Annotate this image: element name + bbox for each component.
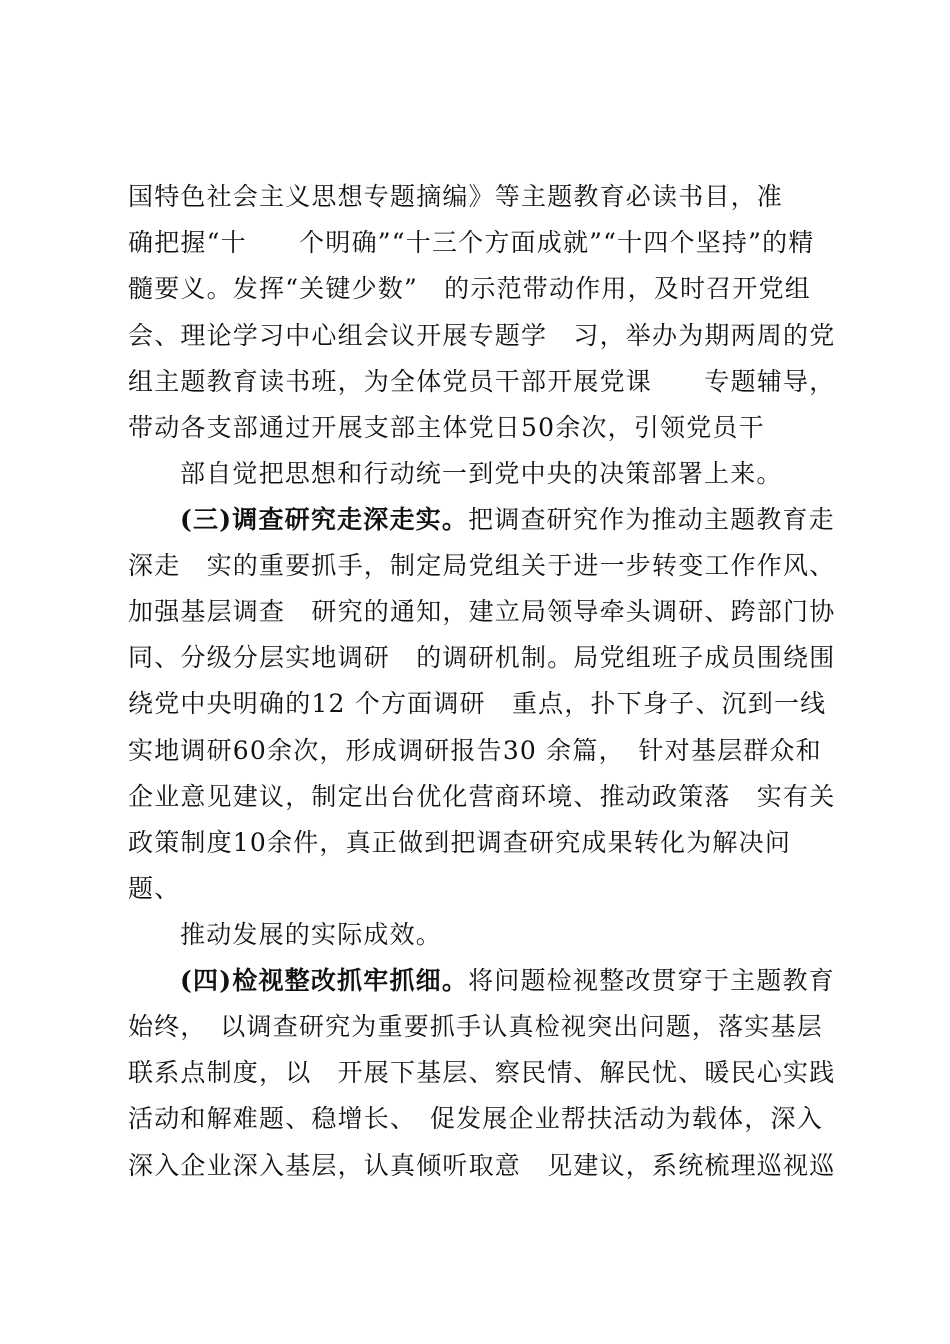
paragraph-line: 部自觉把思想和行动统一到党中央的决策部署上来。 <box>180 459 783 488</box>
paragraph-line: 国特色社会主义思想专题摘编》等主题教育必读书目，准 <box>128 182 784 211</box>
paragraph-line: 始终， 以调查研究为重要抓手认真检视突出问题，落实基层 <box>128 1012 823 1041</box>
paragraph-line: 同、分级分层实地调研 的调研机制。局党组班子成员围绕围 <box>128 643 836 672</box>
paragraph-line: 绕党中央明确的12 个方面调研 重点，扑下身子、沉到一线 <box>128 689 827 718</box>
paragraph-line: 会、理论学习中心组会议开展专题学 习，举办为期两周的党 <box>128 321 836 350</box>
paragraph-line: 深入企业深入基层，认真倾听取意 见建议，系统梳理巡视巡 <box>128 1151 836 1180</box>
section-3-text: 把调查研究作为推动主题教育走 <box>468 505 835 534</box>
paragraph-line: 题、 <box>128 874 181 903</box>
paragraph-line: 组主题教育读书班，为全体党员干部开展党课 专题辅导， <box>128 367 836 396</box>
paragraph-line: 带动各支部通过开展支部主体党日50余次，引领党员干 <box>128 413 765 442</box>
paragraph-line: 联系点制度，以 开展下基层、察民情、解民忧、暖民心实践 <box>128 1058 836 1087</box>
paragraph-line: 推动发展的实际成效。 <box>180 920 443 949</box>
paragraph-line: 确把握“十 个明确”“十三个方面成就”“十四个坚持”的精 <box>128 228 815 257</box>
section-4-text: 将问题检视整改贯穿于主题教育 <box>468 966 835 995</box>
paragraph-line: 实地调研60余次，形成调研报告30 余篇， 针对基层群众和 <box>128 736 822 765</box>
paragraph-line: 髓要义。发挥“关键少数” 的示范带动作用，及时召开党组 <box>128 274 811 303</box>
paragraph-line: 深走 实的重要抓手，制定局党组关于进一步转变工作作风、 <box>128 551 836 580</box>
section-3-first-line <box>180 500 835 540</box>
section-4-first-line <box>180 961 835 1001</box>
section-4-heading: (四)检视整改抓牢抓细。 <box>180 966 469 995</box>
paragraph-line: 加强基层调查 研究的通知，建立局领导牵头调研、跨部门协 <box>128 597 836 626</box>
paragraph-line: 政策制度10余件，真正做到把调查研究成果转化为解决问 <box>128 828 792 857</box>
paragraph-line: 活动和解难题、稳增长、 促发展企业帮扶活动为载体，深入 <box>128 1104 823 1133</box>
paragraph-line: 企业意见建议，制定出台优化营商环境、推动政策落 实有关 <box>128 782 836 811</box>
section-3-heading: (三)调查研究走深走实。 <box>180 505 469 534</box>
